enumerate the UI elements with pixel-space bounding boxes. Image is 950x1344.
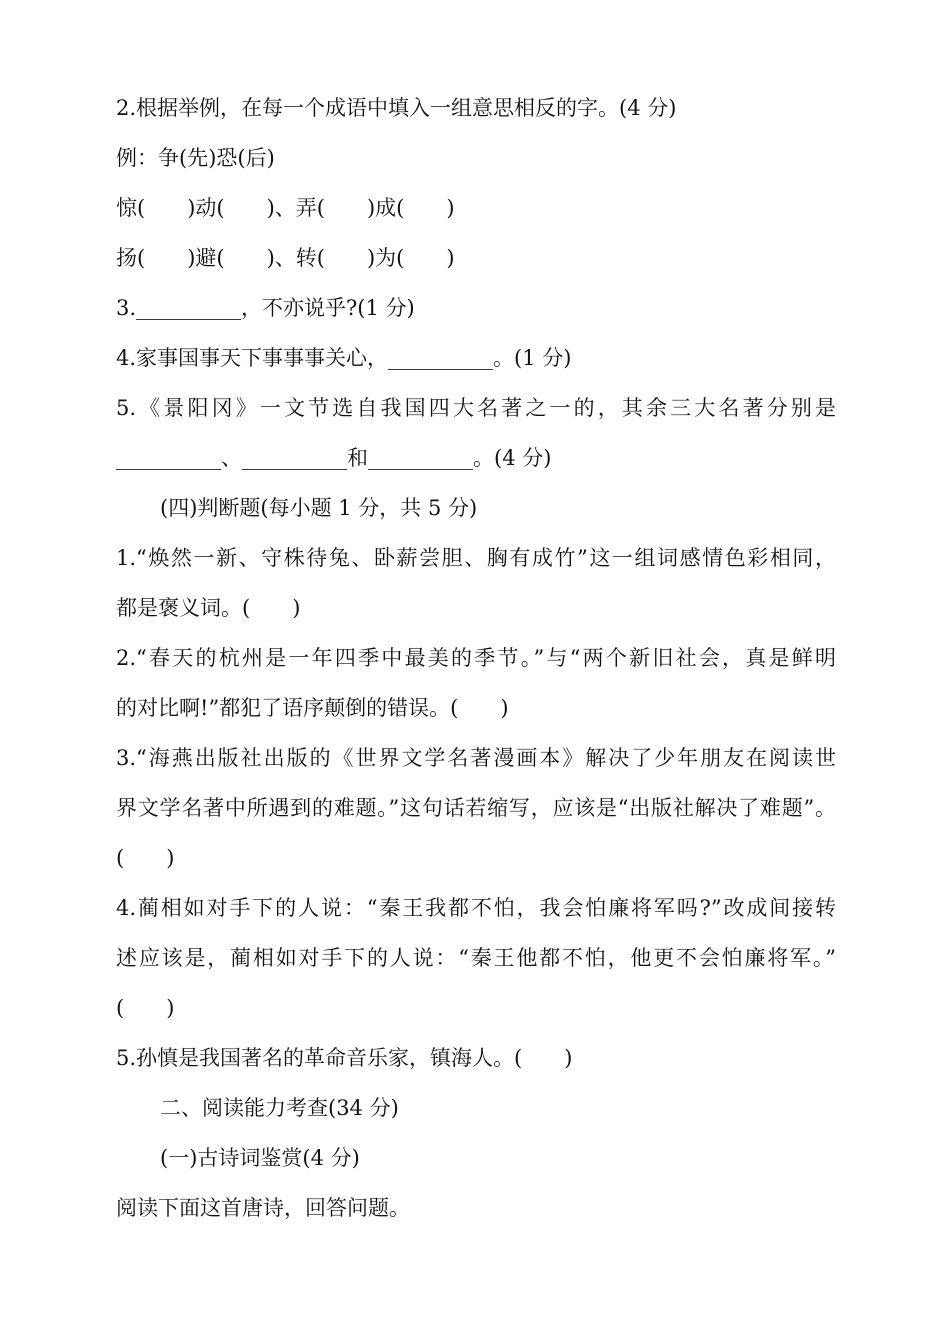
judgement-3-line-1: 3.“海燕出版社出版的《世界文学名著漫画本》解决了少年朋友在阅读世	[116, 746, 836, 770]
section-judgement-heading: (四)判断题(每小题 1 分，共 5 分)	[160, 496, 478, 520]
judgement-2-line-1: 2.“春天的杭州是一年四季中最美的季节。”与“两个新旧社会，真是鲜明	[116, 646, 836, 670]
question-2-row-1: 惊( )动( )、弄( )成( )	[116, 196, 455, 220]
subsection-poetry-heading: (一)古诗词鉴赏(4 分)	[160, 1146, 360, 1170]
judgement-2-line-2: 的对比啊!”都犯了语序颠倒的错误。( )	[116, 696, 509, 720]
judgement-4-line-2: 述应该是，蔺相如对手下的人说：“秦王他都不怕，他更不会怕廉将军。”	[116, 946, 836, 970]
judgement-5: 5.孙慎是我国著名的革命音乐家，镇海人。( )	[116, 1046, 573, 1070]
section-reading-heading: 二、阅读能力考查(34 分)	[160, 1096, 399, 1120]
question-4: 4.家事国事天下事事事关心，__________。(1 分)	[116, 346, 572, 370]
question-5-line-1: 5.《景阳冈》一文节选自我国四大名著之一的，其余三大名著分别是	[116, 396, 836, 420]
question-2-prompt: 2.根据举例，在每一个成语中填入一组意思相反的字。(4 分)	[116, 96, 677, 120]
judgement-3-answer: ( )	[116, 846, 175, 870]
question-3: 3.__________，不亦说乎?(1 分)	[116, 296, 415, 320]
question-2-example: 例：争(先)恐(后)	[116, 146, 275, 170]
judgement-4-line-1: 4.蔺相如对手下的人说：“秦王我都不怕，我会怕廉将军吗?”改成间接转	[116, 896, 836, 920]
judgement-1-line-1: 1.“焕然一新、守株待兔、卧薪尝胆、胸有成竹”这一组词感情色彩相同，	[116, 546, 836, 570]
poetry-instruction: 阅读下面这首唐诗，回答问题。	[116, 1196, 410, 1220]
question-2-row-2: 扬( )避( )、转( )为( )	[116, 246, 455, 270]
judgement-1-line-2: 都是褒义词。( )	[116, 596, 301, 620]
judgement-3-line-2: 界文学名著中所遇到的难题。”这句话若缩写，应该是“出版社解决了难题”。	[116, 796, 836, 820]
question-5-line-2: __________、__________和__________。(4 分)	[116, 446, 552, 470]
judgement-4-answer: ( )	[116, 996, 175, 1020]
